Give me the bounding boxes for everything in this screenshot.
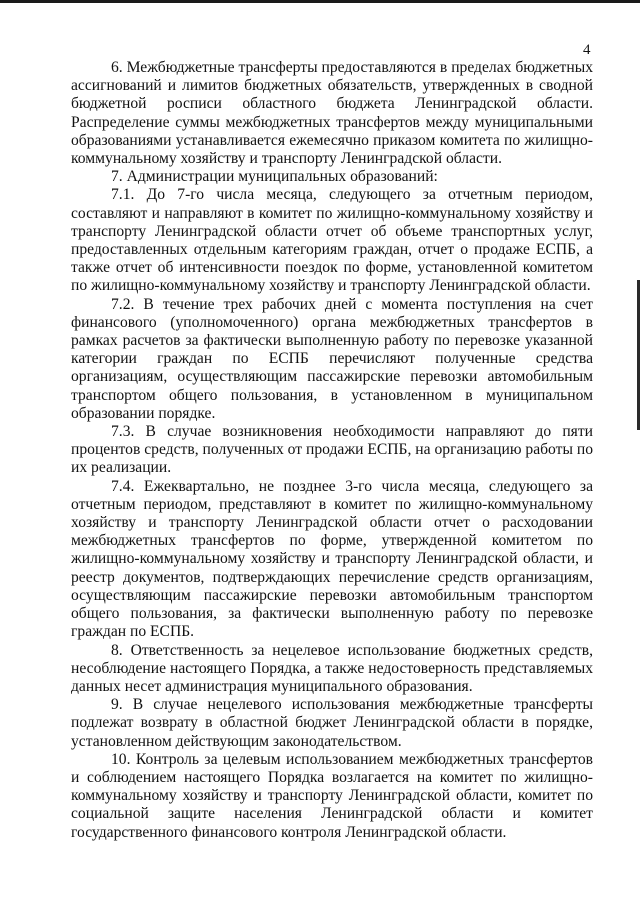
paragraph-7-4: 7.4. Ежеквартально, не позднее 3-го числа месяца, следующего за отчетным периодом, представляют в комитет по жилищно-коммунальному хозяйству и транспорту Ленинградской области отчет о расходовании межбюджетных трансфертов по форме, утвержденной комитетом по жилищно-коммунальному хозяйству и транспорту Ленинградской области, и реестр документов, подтверждающих перечисление средств организациям, осуществляющим пассажирские перевозки автомобильным транспортом общего пользования, за фактически выполненную работу по перевозке граждан по ЕСПБ. xyxy=(71,477,593,641)
paragraph-10: 10. Контроль за целевым использованием межбюджетных трансфертов и соблюдением настоящего Порядка возлагается на комитет по жилищно-коммунальному хозяйству и транспорту Ленинградской области, комитет по социальной защите населения Ленинградской области и комитет государственного финансового контроля Ленинградской области. xyxy=(71,750,593,841)
document-body xyxy=(71,59,593,842)
page-number: 4 xyxy=(583,42,591,58)
paragraph-6: 6. Межбюджетные трансферты предоставляются в пределах бюджетных ассигнований и лимитов бюджетных обязательств, утвержденных в сводной бюджетной росписи областного бюджета Ленинградской области. Распределение суммы межбюджетных трансфертов между муниципальными образованиями устанавливается ежемесячно приказом комитета по жилищно-коммунальному хозяйству и транспорту Ленинградской области. xyxy=(71,59,593,168)
paragraph-8: 8. Ответственность за нецелевое использование бюджетных средств, несоблюдение настоящего Порядка, а также недостоверность представляемых данных несет администрация муниципального образования. xyxy=(71,641,593,695)
paragraph-9: 9. В случае нецелевого использования межбюджетные трансферты подлежат возврату в областной бюджет Ленинградской области в порядке, установленном действующим законодательством. xyxy=(71,696,593,750)
paragraph-7-3: 7.3. В случае возникновения необходимости направляют до пяти процентов средств, полученных от продажи ЕСПБ, на организацию работы по их реализации. xyxy=(71,423,593,477)
paragraph-7-1: 7.1. До 7-го числа месяца, следующего за отчетным периодом, составляют и направляют в комитет по жилищно-коммунальному хозяйству и транспорту Ленинградской области отчет об объеме транспортных услуг, предоставленных отдельным категориям граждан, отчет о продаже ЕСПБ, а также отчет об интенсивности поездок по форме, установленной комитетом по жилищно-коммунальному хозяйству и транспорту Ленинградской области. xyxy=(71,186,593,295)
paragraph-7: 7. Администрации муниципальных образований: xyxy=(111,168,438,186)
paragraph-7-2: 7.2. В течение трех рабочих дней с момента поступления на счет финансового (уполномоченного) органа межбюджетных трансфертов в рамках расчетов за фактически выполненную работу по перевозке указанной категории граждан по ЕСПБ перечисляют полученные средства организациям, осуществляющим пассажирские перевозки автомобильным транспортом общего пользования, в установленном в муниципальном образовании порядке. xyxy=(71,295,593,422)
scan-top-edge xyxy=(0,0,640,3)
